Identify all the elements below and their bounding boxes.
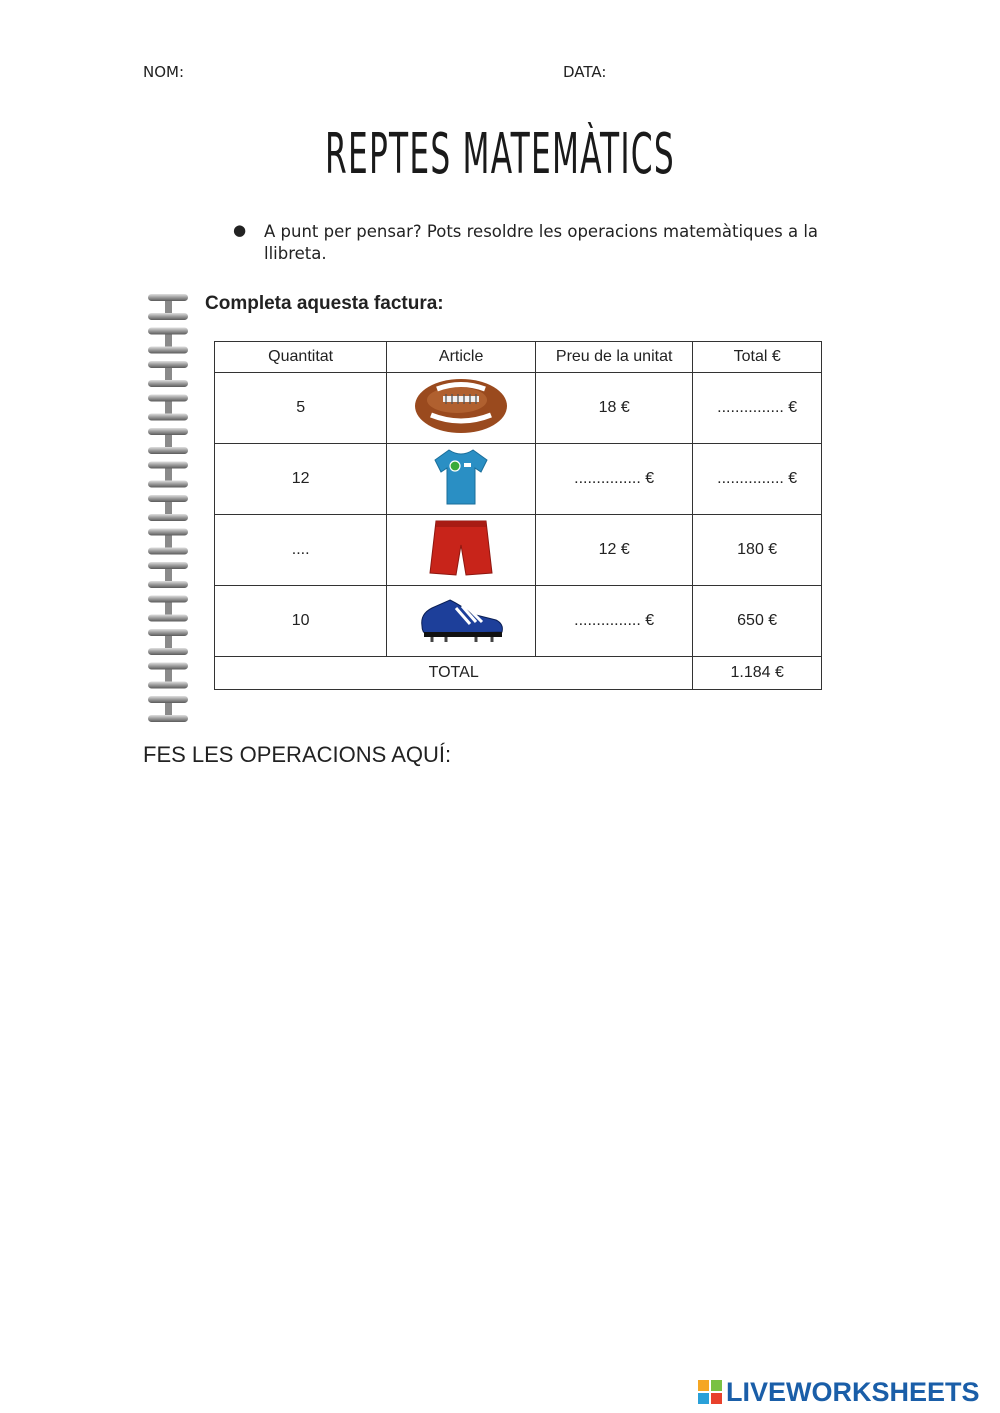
spiral-ring — [148, 696, 188, 722]
table-row — [215, 373, 822, 444]
spiral-ring — [148, 596, 188, 622]
spiral-ring — [148, 562, 188, 588]
col-header-total: Total € — [693, 342, 822, 373]
shorts-icon — [424, 517, 498, 579]
football-boot-icon — [416, 594, 506, 644]
article-cell — [387, 515, 536, 586]
spiral-ring — [148, 428, 188, 454]
unit-price-cell: 18 € — [535, 373, 692, 444]
table-row — [215, 586, 822, 657]
quantity-cell: 12 — [215, 444, 387, 515]
unit-price-cell: ............... € — [535, 586, 692, 657]
spiral-ring — [148, 395, 188, 421]
spiral-ring — [148, 529, 188, 555]
total-cell: 180 € — [693, 515, 822, 586]
unit-price-cell: 12 € — [535, 515, 692, 586]
rugby-ball-icon — [413, 375, 509, 437]
page-title: REPTES MATEMÀTICS — [325, 122, 675, 187]
instruction-text: A punt per pensar? Pots resoldre les operacions matemàtiques a la llibreta. — [264, 222, 819, 263]
spiral-ring — [148, 462, 188, 488]
col-header-article: Article — [387, 342, 536, 373]
spiral-ring — [148, 361, 188, 387]
spiral-binding-icon — [148, 288, 190, 728]
quantity-cell: 10 — [215, 586, 387, 657]
spiral-ring — [148, 663, 188, 689]
spiral-ring — [148, 495, 188, 521]
article-cell — [387, 444, 536, 515]
spiral-ring — [148, 294, 188, 320]
spiral-ring — [148, 328, 188, 354]
work-area-label: FES LES OPERACIONS AQUÍ: — [143, 742, 452, 767]
quantity-cell: .... — [215, 515, 387, 586]
invoice-header-row — [215, 342, 822, 373]
total-cell: ............... € — [693, 373, 822, 444]
total-cell: 650 € — [693, 586, 822, 657]
date-label: DATA: — [563, 63, 607, 81]
table-row — [215, 515, 822, 586]
bullet-marker: ● — [233, 221, 247, 239]
invoice-title: Completa aquesta factura: — [205, 293, 444, 314]
total-label: TOTAL — [215, 657, 693, 690]
invoice-total-row — [215, 657, 822, 690]
total-cell: ............... € — [693, 444, 822, 515]
article-cell — [387, 586, 536, 657]
table-row — [215, 444, 822, 515]
tshirt-icon — [431, 446, 491, 508]
invoice-table — [214, 341, 822, 690]
col-header-quantity: Quantitat — [215, 342, 387, 373]
article-cell — [387, 373, 536, 444]
col-header-unit-price: Preu de la unitat — [535, 342, 692, 373]
quantity-cell: 5 — [215, 373, 387, 444]
unit-price-cell: ............... € — [535, 444, 692, 515]
brand-name: LIVEWORKSHEETS — [726, 1376, 980, 1407]
total-value: 1.184 € — [693, 657, 822, 690]
brand-logo — [698, 1377, 980, 1407]
name-label: NOM: — [143, 63, 185, 81]
spiral-ring — [148, 629, 188, 655]
liveworksheets-logo-icon — [698, 1380, 722, 1404]
